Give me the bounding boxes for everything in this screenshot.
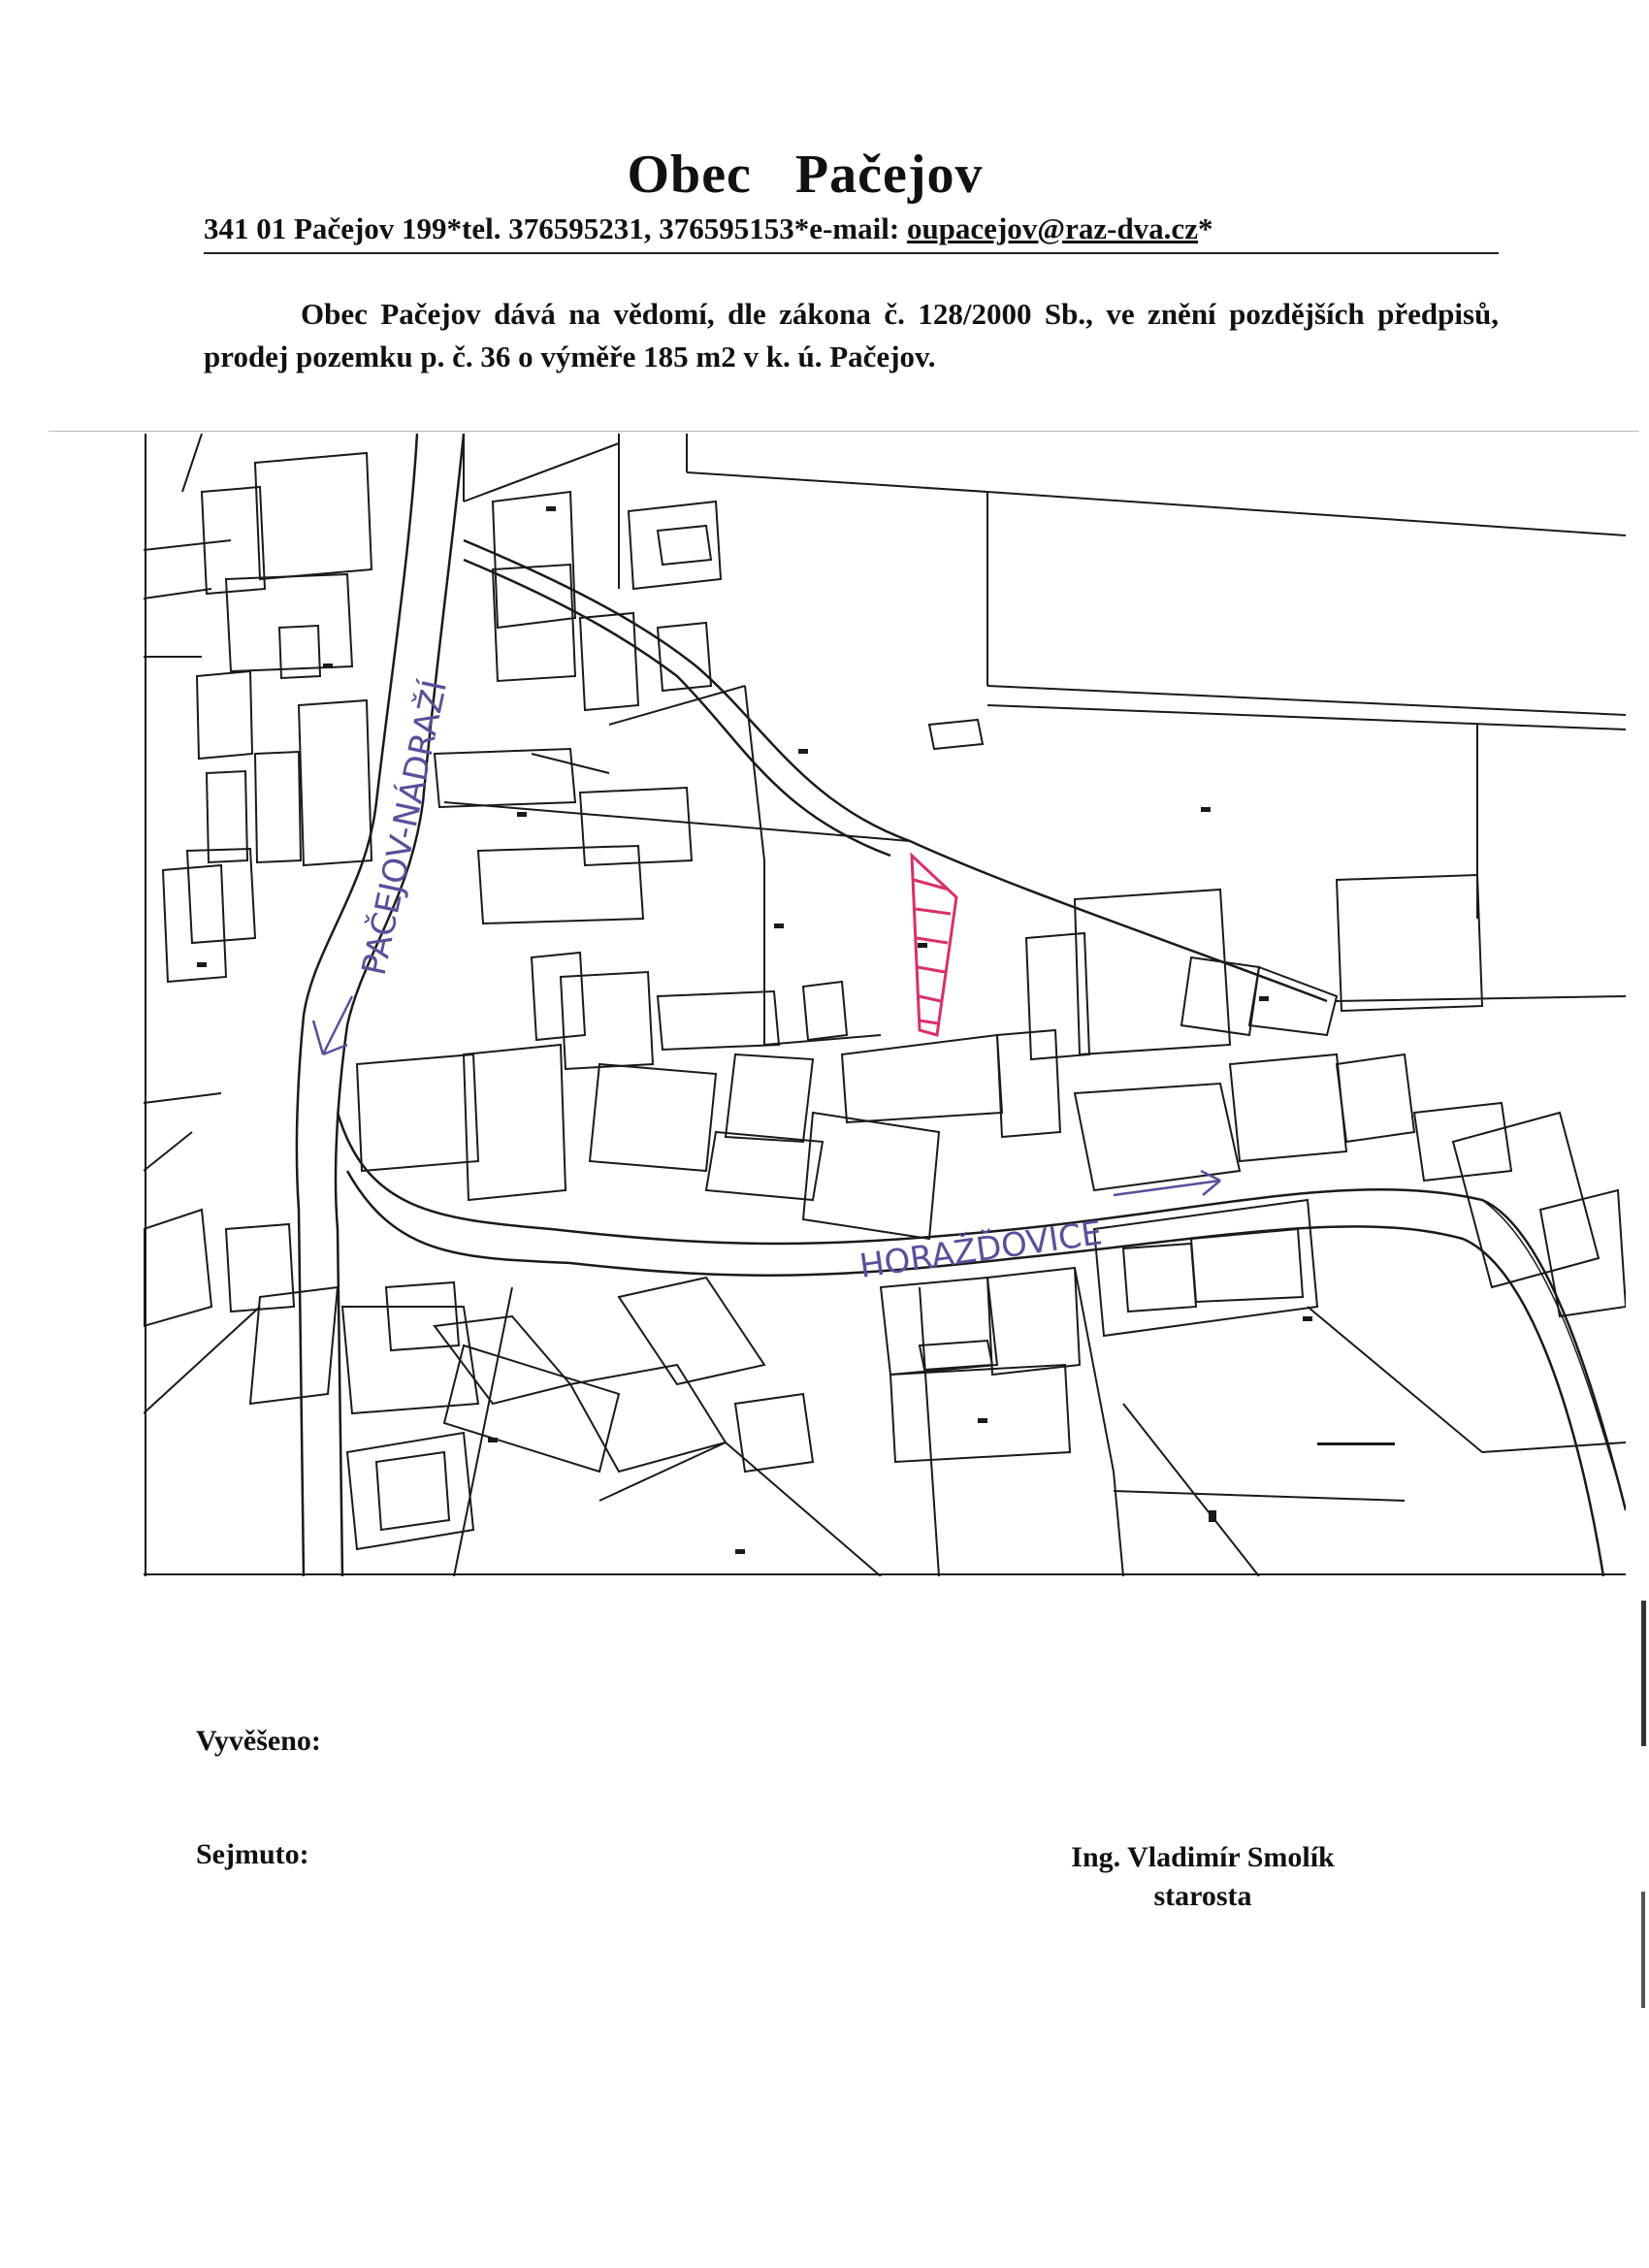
address-suffix: * bbox=[1197, 211, 1213, 245]
email-link[interactable]: oupacejov@raz-dva.cz bbox=[906, 211, 1198, 245]
road-label-east: HORAŽĎOVICE bbox=[857, 1214, 1105, 1286]
road-label-north: PAČEJOV-NÁDRAŽÍ bbox=[354, 676, 456, 979]
header-divider bbox=[204, 252, 1499, 254]
buildings bbox=[144, 453, 1626, 1549]
signatory-name: Ing. Vladimír Smolík bbox=[1071, 1841, 1335, 1873]
lane-diagonal bbox=[464, 540, 1327, 1001]
cadastral-map-svg bbox=[144, 434, 1626, 1576]
road-annotations bbox=[313, 996, 1220, 1195]
signature-block bbox=[1009, 1838, 1397, 1916]
scan-edge-mark bbox=[1641, 1601, 1646, 1746]
notice-paragraph: Obec Pačejov dává na vědomí, dle zákona č. 128/2000 Sb., ve znění pozdějších předpisů, prodej pozemku p. č. 36 o výměře 185 m2 v k. ú. Pačejov. bbox=[204, 297, 1499, 373]
road-east bbox=[338, 1113, 1626, 1576]
scan-edge-mark-lower bbox=[1641, 1892, 1645, 2008]
map-frame bbox=[144, 434, 1626, 1576]
cadastral-map bbox=[144, 434, 1626, 1576]
signatory-role: starosta bbox=[1153, 1880, 1252, 1912]
address-text: 341 01 Pačejov 199*tel. 376595231, 376595153*e-mail: bbox=[204, 211, 907, 245]
parcel-lines bbox=[144, 434, 1626, 1576]
page-title: Obec Pačejov bbox=[627, 145, 984, 205]
road-north bbox=[297, 434, 464, 1576]
scan-line bbox=[48, 431, 1639, 432]
posted-label: Vyvěšeno: bbox=[196, 1725, 321, 1757]
address-line bbox=[204, 211, 1465, 246]
removed-label: Sejmuto: bbox=[196, 1838, 309, 1870]
